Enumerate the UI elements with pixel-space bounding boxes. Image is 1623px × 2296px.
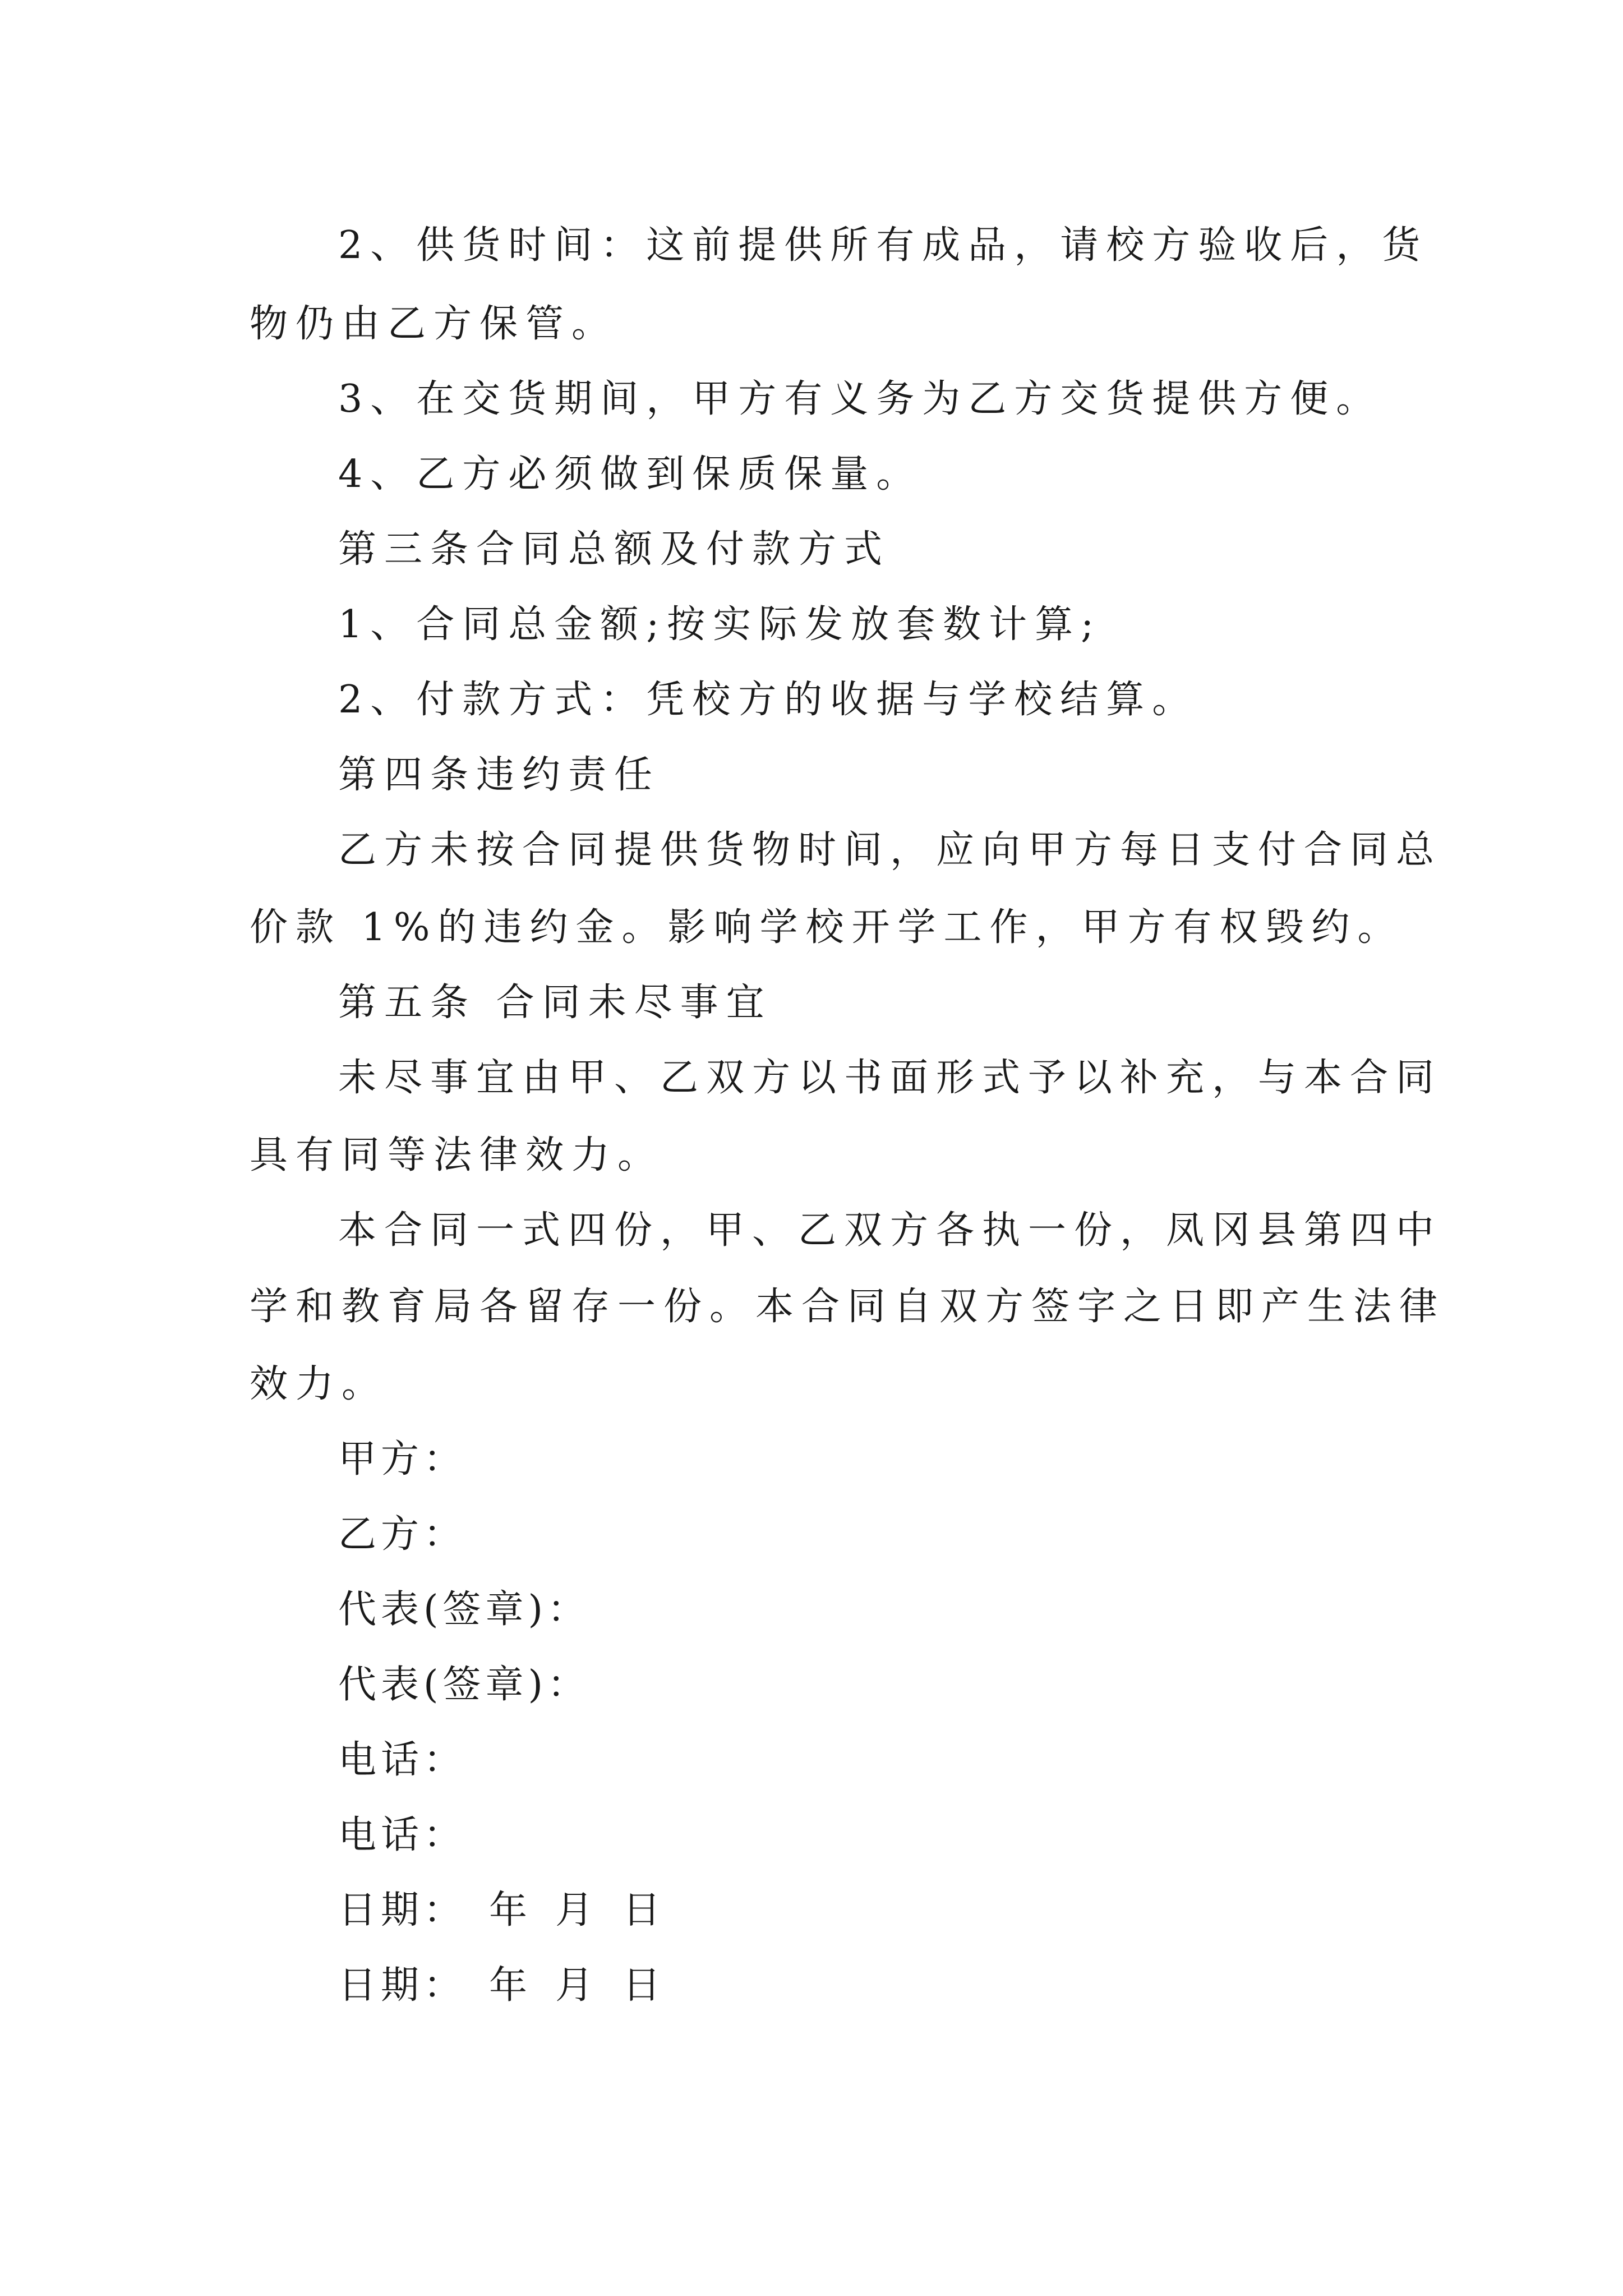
copies-clause-line-1: 本合同一式四份，甲、乙双方各执一份，凤冈县第四中 (338, 1208, 1442, 1253)
article-5-body-line-2: 具有同等法律效力。 (250, 1133, 664, 1177)
article-5-heading: 第五条 合同未尽事宜 (338, 981, 772, 1025)
date-a-day: 日 (623, 1888, 661, 1932)
date-b-month: 月 (555, 1963, 594, 2008)
date-a-label: 日期： (338, 1888, 467, 1932)
article-4-body-line-1: 乙方未按合同提供货物时间，应向甲方每日支付合同总 (338, 828, 1442, 872)
clause-3-2: 2、付款方式：凭校方的收据与学校结算。 (338, 678, 1198, 722)
article-3-heading: 第三条合同总额及付款方式 (338, 527, 891, 572)
clause-2-2-line-1: 2、供货时间：这前提供所有成品，请校方验收后，货 (338, 223, 1428, 268)
article-4-heading: 第四条违约责任 (338, 753, 661, 797)
clause-2-3: 3、在交货期间，甲方有义务为乙方交货提供方便。 (338, 377, 1382, 421)
party-b-label: 乙方： (338, 1512, 467, 1557)
date-b-day: 日 (623, 1963, 661, 2008)
article-5-body-line-1: 未尽事宜由甲、乙双方以书面形式予以补充，与本合同 (338, 1056, 1442, 1100)
copies-clause-line-2: 学和教育局各留存一份。本合同自双方签字之日即产生法律 (250, 1285, 1446, 1329)
clause-2-2-line-2: 物仍由乙方保管。 (250, 302, 618, 346)
representative-b-label: 代表(签章)： (338, 1663, 591, 1707)
date-a-month: 月 (555, 1888, 594, 1932)
date-b-year: 年 (489, 1963, 528, 2008)
representative-a-label: 代表(签章)： (338, 1588, 591, 1632)
party-a-label: 甲方： (338, 1437, 467, 1481)
copies-clause-line-3: 效力。 (250, 1362, 388, 1406)
phone-a-label: 电话： (338, 1738, 467, 1782)
article-4-body-line-2: 价款 1%的违约金。影响学校开学工作，甲方有权毁约。 (250, 905, 1404, 950)
date-a-year: 年 (489, 1888, 528, 1932)
clause-2-4: 4、乙方必须做到保质保量。 (338, 452, 923, 496)
clause-3-1: 1、合同总金额;按实际发放套数计算; (338, 602, 1102, 647)
date-b-label: 日期： (338, 1963, 467, 2008)
phone-b-label: 电话： (338, 1813, 467, 1857)
